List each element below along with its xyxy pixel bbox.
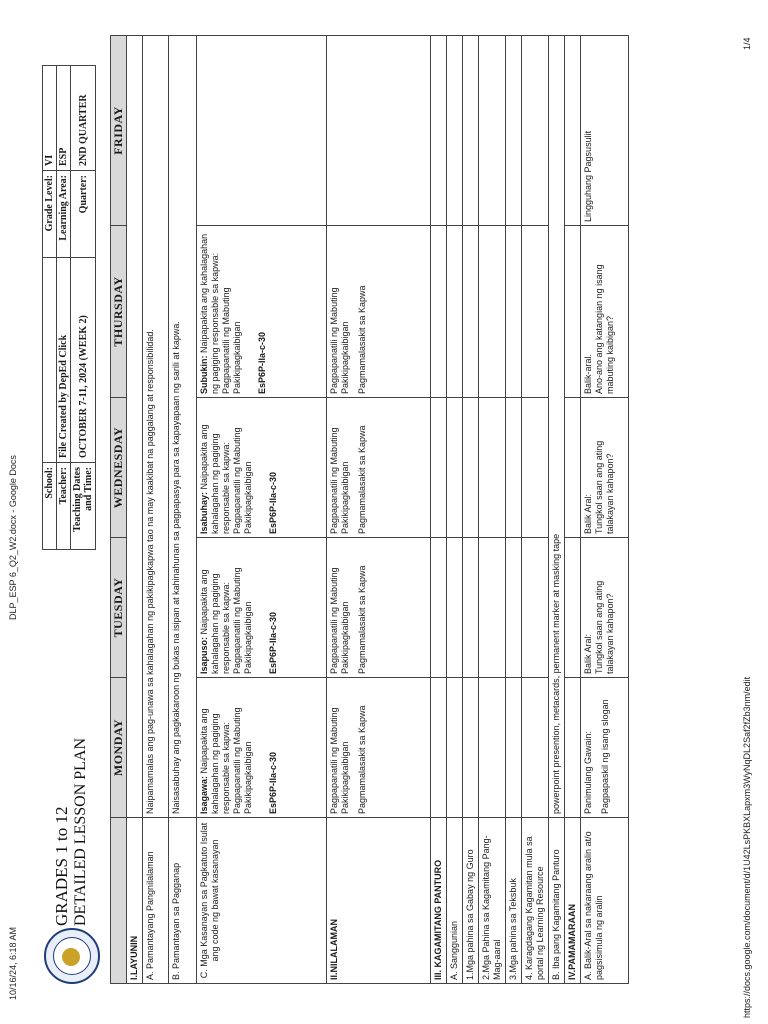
empty-cell — [522, 36, 549, 226]
balik-aral-friday: Lingguhang Pagsusulit — [581, 36, 629, 226]
pamantayan-pagganap-value: Naisasabuhay ang pagkakaroon ng bukas na isipan at kahinahunan sa pagpapasya para sa kapayapaan ng sarili at kapwa. — [169, 36, 197, 818]
kasanayan-label: C. Mga Kasanayan sa Pagkatuto Isulat ang code ng bawat kasanayan — [197, 818, 327, 984]
empty-cell — [447, 678, 463, 818]
learning-area-value: ESP — [57, 66, 71, 171]
empty-cell — [463, 538, 479, 678]
balik-aral-tuesday — [581, 538, 629, 678]
kasanayan-text: Naipapakita ang kahalagahan ng pagiging responsable sa kapwa: Pagpapanatili ng Mabuting Pakikipagkaibigan — [199, 424, 253, 534]
teksbuk-label: 3.Mga pahina sa Teksbuk — [506, 818, 522, 984]
print-page-number: 1/4 — [742, 37, 752, 50]
nilalaman-line-1: Pagpapanatili ng Mabuting Pakikipagkaibigan — [329, 567, 350, 674]
balik-aral-line-2: Pagpapaskil ng isang slogan — [600, 699, 610, 814]
nilalaman-line-1: Pagpapanatili ng Mabuting Pakikipagkaibigan — [329, 427, 350, 534]
print-datetime: 10/16/24, 6:18 AM — [8, 926, 18, 1000]
kasanayan-code: EsP6P-IIa-c-30 — [268, 471, 278, 534]
empty-cell — [522, 538, 549, 678]
teacher-label: Teacher: — [57, 463, 71, 550]
nilalaman-line-1: Pagpapanatili ng Mabuting Pakikipagkaibigan — [329, 707, 350, 814]
nilalaman-line-2: Pagmamalasakit sa Kapwa — [357, 705, 367, 814]
kasanayan-friday — [197, 36, 327, 226]
kasanayan-text: Naipapakita ang kahalagahan ng pagiging responsable sa kapwa: Pagpapanatili ng Mabuting Pakikipagkaibigan — [199, 567, 253, 674]
day-header-row — [111, 36, 127, 984]
nilalaman-monday — [327, 678, 431, 818]
print-doc-title: DLP_ESP 6_Q2_W2.docx - Google Docs — [8, 455, 18, 620]
pamantayan-pagganap-row — [169, 36, 197, 984]
balik-aral-line-2: Ano-ano ang katangian ng isang mabuting kaibigan? — [594, 264, 615, 394]
balik-aral-line-1: Balik Aral: — [583, 633, 593, 674]
balik-aral-thursday — [581, 226, 629, 398]
kasanayan-lead: Subukin: — [199, 355, 209, 394]
empty-cell — [463, 36, 479, 226]
empty-cell — [522, 226, 549, 398]
gabay-row — [463, 36, 479, 984]
quarter-label: Quarter: — [71, 171, 96, 258]
quarter-value: 2ND QUARTER — [71, 66, 96, 171]
teaching-dates-value: OCTOBER 7-11, 2024 (WEEK 2) — [71, 258, 96, 463]
layunin-row — [127, 36, 143, 984]
day-thursday: THURSDAY — [111, 226, 127, 398]
empty-cell — [565, 538, 581, 678]
nilalaman-row — [327, 36, 431, 984]
empty-cell — [431, 36, 447, 226]
pamantayang-pangnilalaman-label: A. Pamantayang Pangnilalaman — [143, 818, 169, 984]
empty-cell — [431, 226, 447, 398]
balik-aral-label: A. Balik-Aral sa nakaraang aralin at/o pagsisimula ng aralin — [581, 818, 629, 984]
learning-area-label: Learning Area: — [57, 171, 71, 258]
kasanayan-lead: Isagawa: — [199, 775, 209, 814]
kasanayan-wednesday — [197, 398, 327, 538]
kasanayan-monday — [197, 678, 327, 818]
dlp-title: DETAILED LESSON PLAN — [72, 737, 89, 926]
nilalaman-tuesday — [327, 538, 431, 678]
nilalaman-line-2: Pagmamalasakit sa Kapwa — [357, 565, 367, 674]
nilalaman-wednesday — [327, 398, 431, 538]
day-wednesday: WEDNESDAY — [111, 398, 127, 538]
empty-cell — [479, 226, 506, 398]
kasanayan-text: Naipapakita ang kahalagahan ng pagiging responsable sa kapwa: Pagpapanatili ng Mabuting Pakikipagkaibigan — [199, 233, 242, 394]
empty-cell — [565, 678, 581, 818]
balik-aral-monday — [581, 678, 629, 818]
nilalaman-line-2: Pagmamalasakit sa Kapwa — [357, 425, 367, 534]
teacher-value: File Created by DepEd Click — [57, 258, 71, 463]
kasanayan-code: EsP6P-IIa-c-30 — [268, 751, 278, 814]
kagamitang-pang-aaral-row — [479, 36, 506, 984]
kagamitang-pang-aaral-label: 2.Mga Pahina sa Kagamitang Pang-Mag-aaral — [479, 818, 506, 984]
empty-cell — [565, 36, 581, 226]
pamantayan-pagganap-label: B. Pamantayan sa Pagganap — [169, 818, 197, 984]
pamantayang-pangnilalaman-row — [143, 36, 169, 984]
kasanayan-lead: Isapuso: — [199, 636, 209, 674]
empty-cell — [447, 538, 463, 678]
empty-cell — [479, 36, 506, 226]
empty-cell — [506, 398, 522, 538]
balik-aral-line-2: Tungkol saan ang ating talakayan kahapon? — [594, 580, 615, 674]
layunin-heading: I.LAYUNIN — [127, 818, 143, 984]
empty-cell — [431, 678, 447, 818]
empty-cell — [447, 398, 463, 538]
balik-aral-row — [581, 36, 629, 984]
balik-aral-wednesday — [581, 398, 629, 538]
grade-level-label: Grade Level: — [43, 171, 57, 258]
nilalaman-line-2: Pagmamalasakit sa Kapwa — [357, 285, 367, 394]
teksbuk-row — [506, 36, 522, 984]
nilalaman-thursday — [327, 226, 431, 398]
layunin-blank — [127, 36, 143, 818]
empty-cell — [506, 678, 522, 818]
school-value — [43, 258, 57, 463]
balik-aral-line-2: Tungkol saan ang ating talakayan kahapon? — [594, 440, 615, 534]
empty-cell — [522, 678, 549, 818]
kasanayan-code: EsP6P-IIa-c-30 — [257, 331, 267, 394]
day-header-blank — [111, 818, 127, 984]
empty-cell — [479, 398, 506, 538]
balik-aral-line-1: Panimulang Gawain: — [583, 730, 593, 814]
pamamaraan-row — [565, 36, 581, 984]
kasanayan-thursday — [197, 226, 327, 398]
nilalaman-friday — [327, 36, 431, 226]
sanggunian-row — [447, 36, 463, 984]
iba-pang-kagamitan-label: B. Iba pang Kagamitang Panturo — [549, 818, 565, 984]
school-label: School: — [43, 463, 57, 550]
empty-cell — [463, 226, 479, 398]
empty-cell — [565, 398, 581, 538]
plan-title — [52, 738, 90, 926]
nilalaman-heading: II.NILALAMAN — [327, 818, 431, 984]
nilalaman-line-1: Pagpapanatili ng Mabuting Pakikipagkaibigan — [329, 287, 350, 394]
plan-header — [38, 36, 104, 984]
empty-cell — [479, 538, 506, 678]
kasanayan-code: EsP6P-IIa-c-30 — [268, 611, 278, 674]
empty-cell — [447, 226, 463, 398]
pamantayang-pangnilalaman-value: Naipamamalas ang pag-unawa sa kahalagahan ng pakikipagkapwa tao na may kaakibat na paggalang at responsibilidad. — [143, 36, 169, 818]
iba-pang-kagamitan-row — [549, 36, 565, 984]
kagamitan-heading: III. KAGAMITANG PANTURO — [431, 818, 447, 984]
karagdagang-label: 4. Karagdagang Kagamitan mula sa portal ng Learning Resource — [522, 818, 549, 984]
teaching-dates-label: Teaching Dates and Time: — [71, 463, 96, 550]
lesson-plan-table — [110, 35, 629, 984]
kagamitan-row — [431, 36, 447, 984]
plan-info-table — [42, 65, 96, 550]
gabay-label: 1.Mga pahina sa Gabay ng Guro — [463, 818, 479, 984]
balik-aral-line-1: Balik-aral. — [583, 353, 593, 394]
kasanayan-lead: Isabuhay: — [199, 491, 209, 534]
empty-cell — [506, 226, 522, 398]
empty-cell — [447, 36, 463, 226]
empty-cell — [463, 678, 479, 818]
empty-cell — [431, 398, 447, 538]
kasanayan-row — [197, 36, 327, 984]
empty-cell — [431, 538, 447, 678]
pamamaraan-heading: IV.PAMAMARAAN — [565, 818, 581, 984]
iba-pang-kagamitan-value: powerpoint presention, metacards, permanent marker at masking tape — [549, 36, 565, 818]
kasanayan-text: Naipapakita ang kahalagahan ng pagiging responsable sa kapwa: Pagpapanatili ng Mabuting Pakikipagkaibigan — [199, 707, 253, 814]
empty-cell — [506, 36, 522, 226]
karagdagang-row — [522, 36, 549, 984]
empty-cell — [463, 398, 479, 538]
print-url[interactable]: https://docs.google.com/document/d/1U42LsPKBXLapxm3WyNqDL2Saf2fZb3nm/edit — [742, 676, 752, 1018]
kasanayan-tuesday — [197, 538, 327, 678]
day-monday: MONDAY — [111, 678, 127, 818]
empty-cell — [522, 398, 549, 538]
empty-cell — [479, 678, 506, 818]
grades-title: GRADES 1 to 12 — [52, 806, 71, 926]
day-tuesday: TUESDAY — [111, 538, 127, 678]
deped-seal-logo — [44, 928, 100, 984]
empty-cell — [565, 226, 581, 398]
grade-level-value: VI — [43, 66, 57, 171]
day-friday: FRIDAY — [111, 36, 127, 226]
sanggunian-label: A. Sanggunian — [447, 818, 463, 984]
empty-cell — [506, 538, 522, 678]
balik-aral-line-1: Balik Aral: — [583, 493, 593, 534]
